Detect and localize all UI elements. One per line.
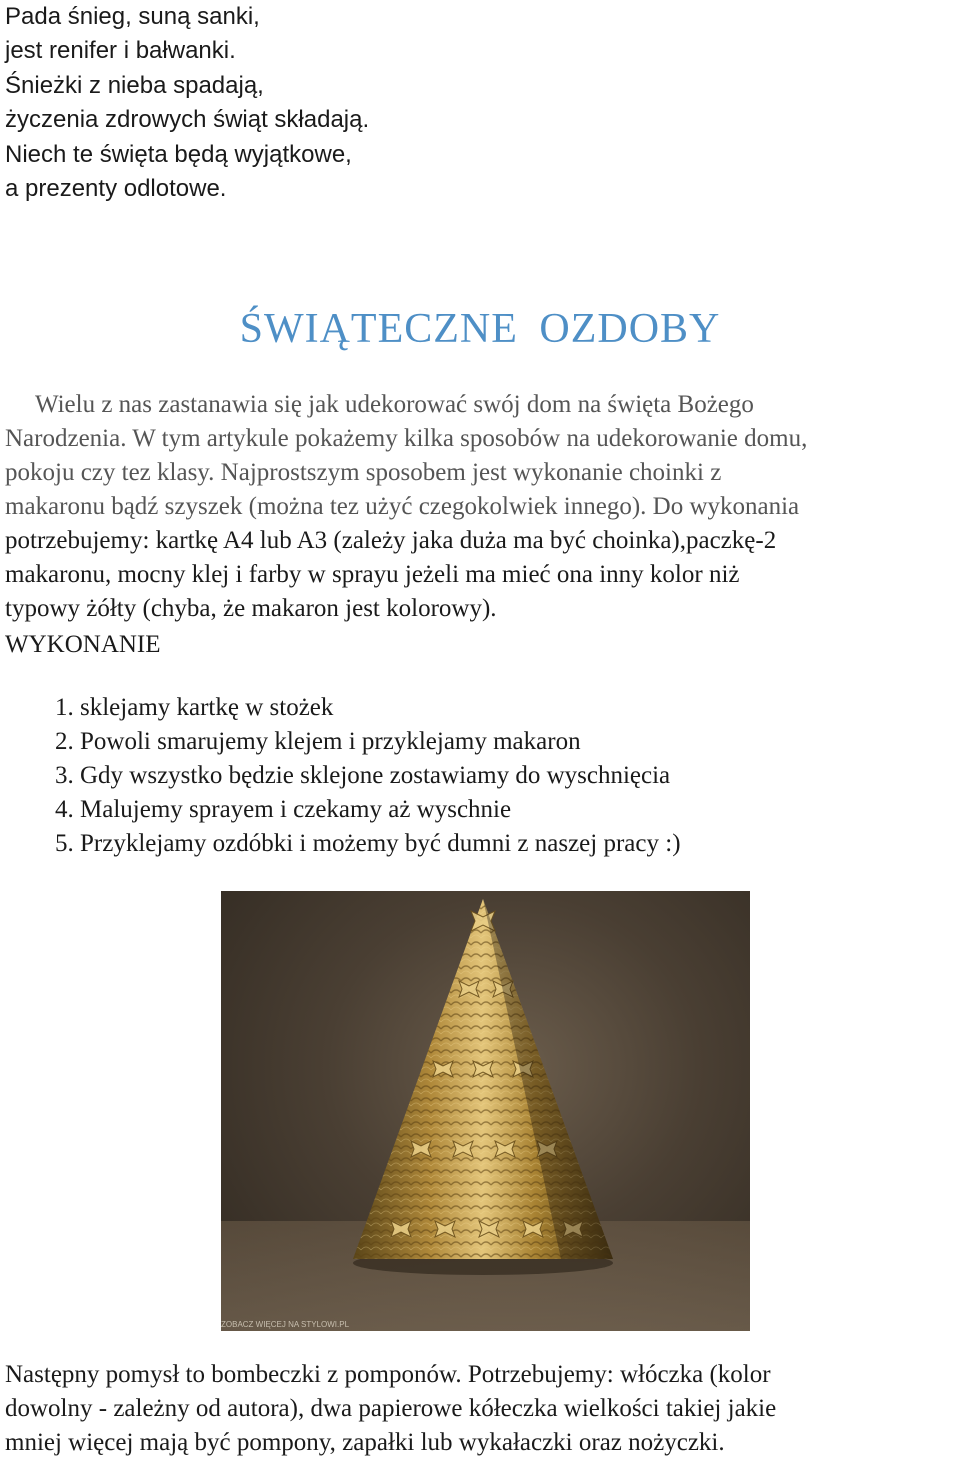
intro-line: pokoju czy tez klasy. Najprostszym sposobem jest wykonanie choinki z [5, 459, 722, 486]
step-text: Gdy wszystko będzie sklejone zostawiamy do wyschnięcia [80, 762, 671, 789]
intro-line: typowy żółty (chyba, że makaron jest kolorowy). [5, 595, 497, 622]
section-heading: WYKONANIE [5, 631, 161, 658]
closing-line: mniej więcej mają być pompony, zapałki lub wykałaczki oraz nożyczki. [5, 1429, 725, 1456]
steps-list [55, 691, 681, 861]
article-title: ŚWIĄTECZNE OZDOBY [239, 306, 721, 352]
photo-watermark: ZOBACZ WIĘCEJ NA STYLOWI.PL [221, 1320, 350, 1329]
poem-line: Śnieżki z nieba spadają, [5, 71, 264, 99]
list-item: 3. Gdy wszystko będzie sklejone zostawiamy do wyschnięcia [55, 762, 671, 789]
poem-line: Niech te święta będą wyjątkowe, [5, 140, 352, 168]
closing-paragraph [5, 1358, 957, 1460]
intro-line: Narodzenia. W tym artykule pokażemy kilka sposobów na udekorowanie domu, [5, 425, 808, 452]
article-intro [5, 388, 957, 626]
list-item: 4. Malujemy sprayem i czekamy aż wyschnie [55, 796, 512, 823]
list-item: 2. Powoli smarujemy klejem i przyklejamy makaron [55, 728, 581, 755]
step-text: Powoli smarujemy klejem i przyklejamy makaron [80, 728, 581, 755]
step-text: Przyklejamy ozdóbki i możemy być dumni z naszej pracy :) [80, 830, 681, 857]
step-text: Malujemy sprayem i czekamy aż wyschnie [80, 796, 512, 823]
intro-line: potrzebujemy: kartkę A4 lub A3 (zależy jaka duża ma być choinka),paczkę-2 [5, 527, 777, 554]
intro-line: makaronu, mocny klej i farby w sprayu jeżeli ma mieć ona inny kolor niż [5, 561, 740, 588]
intro-line: Wielu z nas zastanawia się jak udekorować swój dom na święta Bożego [35, 391, 754, 418]
intro-line: makaronu bądź szyszek (można tez użyć czegokolwiek innego). Do wykonania [5, 493, 800, 520]
poem-line: życzenia zdrowych świąt składają. [5, 106, 370, 134]
pasta-tree-photo [221, 891, 750, 1331]
poem-line: a prezenty odlotowe. [5, 174, 227, 202]
list-item: 1. sklejamy kartkę w stożek [55, 694, 334, 721]
closing-line: dowolny - zależny od autora), dwa papierowe kółeczka wielkości takiej jakie [5, 1395, 777, 1422]
poem-line: Pada śnieg, suną sanki, [5, 3, 260, 30]
poem-line: jest renifer i bałwanki. [5, 37, 236, 65]
poem [5, 0, 369, 206]
list-item: 5. Przyklejamy ozdóbki i możemy być dumni z naszej pracy :) [55, 830, 681, 857]
closing-line: Następny pomysł to bombeczki z pomponów. Potrzebujemy: włóczka (kolor [5, 1361, 771, 1388]
pasta-tree-illustration [221, 891, 750, 1331]
step-text: sklejamy kartkę w stożek [80, 694, 334, 721]
